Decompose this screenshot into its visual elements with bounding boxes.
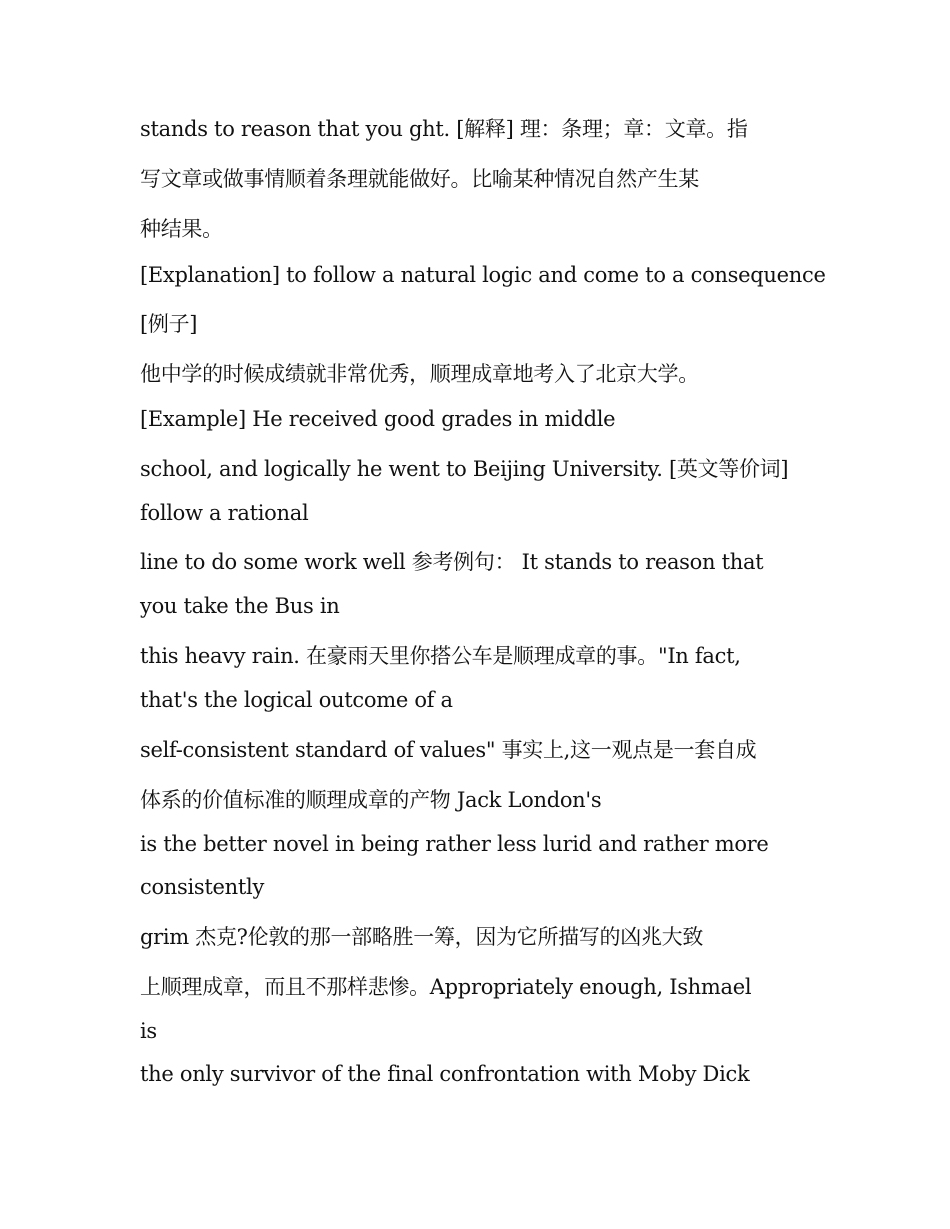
text-line: line to do some work well 参考例句： It stands to reason that [140, 550, 764, 574]
text-line: is the better novel in being rather less lurid and rather more [140, 832, 769, 856]
text-line: is [140, 1019, 157, 1043]
text-line: 体系的价值标准的顺理成章的产物 Jack London's [140, 788, 602, 812]
text-line: [例子] [140, 312, 198, 336]
text-line: grim 杰克?伦敦的那一部略胜一筹，因为它所描写的凶兆大致 [140, 925, 704, 949]
text-line: you take the Bus in [140, 594, 340, 618]
text-line: this heavy rain. 在豪雨天里你搭公车是顺理成章的事。"In fact, [140, 644, 741, 668]
text-line: [Example] He received good grades in middle [140, 407, 616, 431]
text-line: [Explanation] to follow a natural logic and come to a consequence [140, 263, 826, 287]
text-line: self-consistent standard of values" 事实上,这一观点是一套自成 [140, 738, 757, 762]
text-line: that's the logical outcome of a [140, 688, 453, 712]
text-line: 种结果。 [140, 217, 223, 241]
text-line: school, and logically he went to Beijing University. [英文等价词] [140, 457, 789, 481]
text-line: stands to reason that you ght. [解释] 理：条理；章：文章。指 [140, 117, 748, 141]
text-line: the only survivor of the final confrontation with Moby Dick [140, 1062, 750, 1086]
text-line: 上顺理成章，而且不那样悲惨。Appropriately enough, Ishmael [140, 975, 752, 999]
text-line: follow a rational [140, 501, 309, 525]
text-line: consistently [140, 875, 265, 899]
text-line: 写文章或做事情顺着条理就能做好。比喻某种情况自然产生某 [140, 167, 699, 191]
text-line: 他中学的时候成绩就非常优秀，顺理成章地考入了北京大学。 [140, 362, 699, 386]
